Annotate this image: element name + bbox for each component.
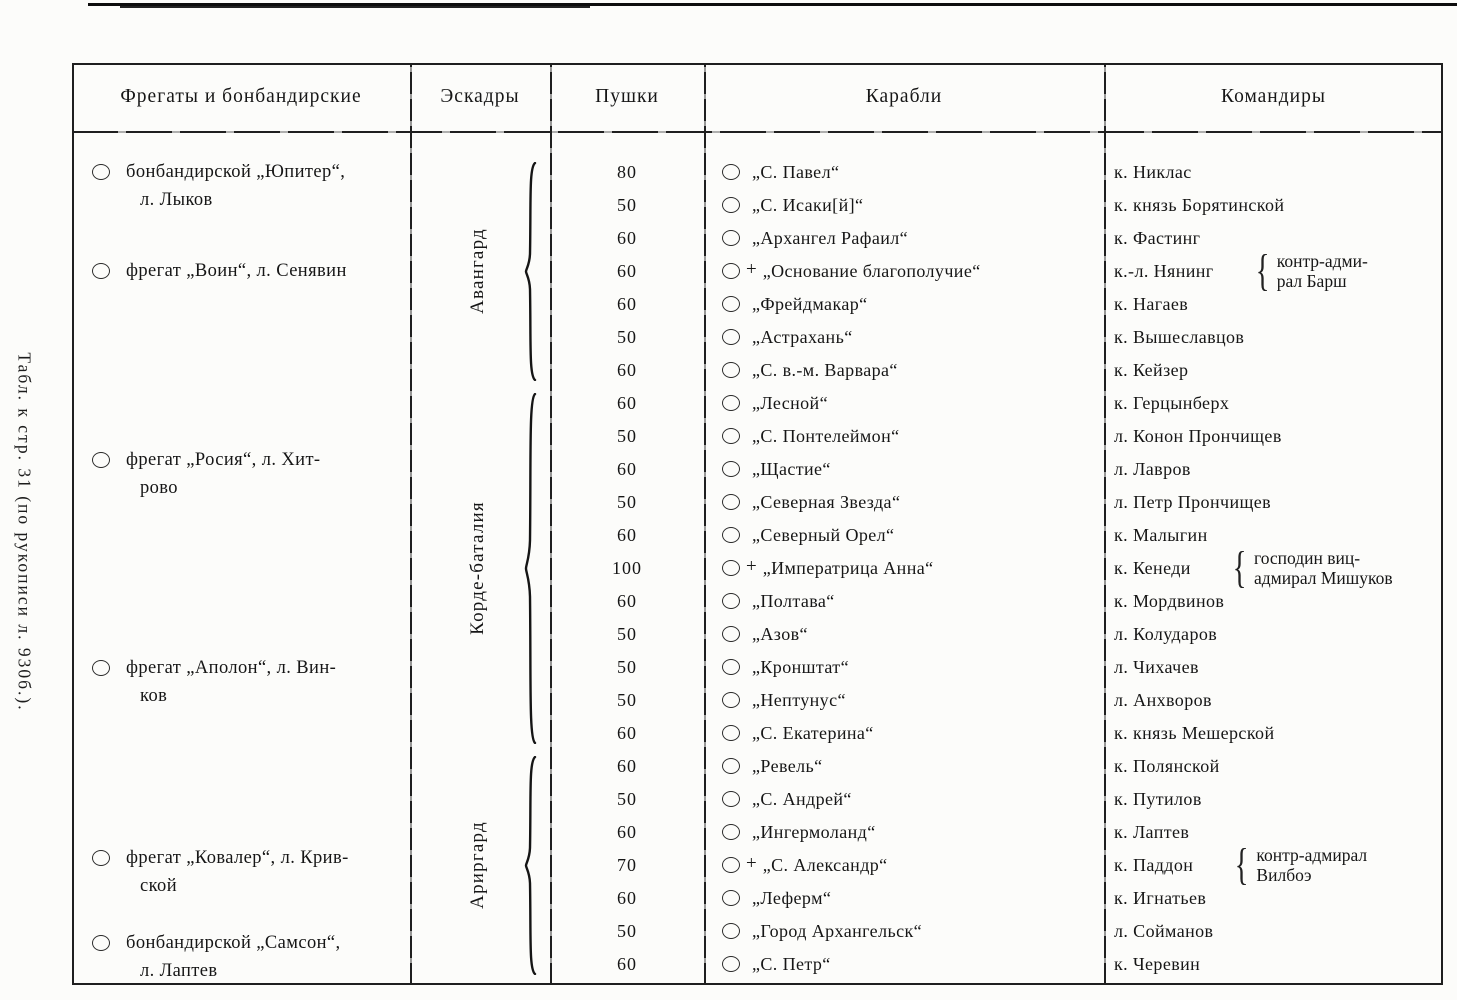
commander-name: к. Полянской: [1114, 755, 1220, 776]
frigate-circle-icon: [92, 660, 110, 676]
frigate-text-line: бонбандирской „Самсон“,: [126, 933, 341, 953]
ship-circle-icon: [722, 329, 740, 345]
commander-name: к.-л. Нянинг: [1114, 260, 1214, 281]
ship-circle-icon: [722, 626, 740, 642]
table-row: [72, 321, 1443, 354]
ship-circle-icon: [722, 461, 740, 477]
commander-cell: [1114, 684, 1443, 717]
guns-value: 50: [617, 689, 637, 710]
squadron-label: Авангард: [467, 228, 488, 314]
annotation-lines: [1256, 845, 1367, 885]
guns-value: 60: [617, 953, 637, 974]
ship-cell: [722, 717, 1104, 750]
frigate-text: [126, 158, 345, 214]
annotation-line: контр-адмирал: [1256, 845, 1368, 865]
frigate-circle-icon: [92, 935, 110, 951]
guns-value: 60: [617, 524, 637, 545]
guns-value: 50: [617, 920, 637, 941]
ship-name: „С. Александр“: [762, 854, 888, 875]
ship-name: „С. Андрей“: [752, 788, 852, 809]
frigate-circle-icon: [92, 164, 110, 180]
commander-annotation: { контр-адми- рал Барш: [1255, 246, 1368, 295]
ship-cell: [722, 915, 1104, 948]
table-row: [72, 387, 1443, 420]
commander-cell: [1114, 915, 1443, 948]
frigate-text-line: л. Лаптев: [140, 961, 218, 981]
ship-name: „Императрица Анна“: [762, 557, 934, 578]
commander-name: к. князь Мешерской: [1114, 722, 1275, 743]
ship-circle-icon: [722, 857, 740, 873]
ship-name: „Ревель“: [752, 755, 823, 776]
guns-value: 60: [617, 722, 637, 743]
ship-name: „С. Понтелеймон“: [752, 425, 900, 446]
commander-cell: [1114, 543, 1443, 592]
ship-cell: [722, 255, 1104, 288]
commander-name: к. Нагаев: [1114, 293, 1189, 314]
header-divider: [72, 131, 1443, 133]
table-row: [72, 288, 1443, 321]
commander-cell: [1114, 651, 1443, 684]
ship-circle-icon: [722, 296, 740, 312]
ship-cell: [722, 684, 1104, 717]
frigate-text-line: ков: [140, 686, 168, 706]
ship-circle-icon: [722, 659, 740, 675]
table-row: [72, 717, 1443, 750]
ship-cell: [722, 816, 1104, 849]
ship-name: „Лесной“: [752, 392, 828, 413]
annotation-lines: [1254, 548, 1393, 588]
frigate-text-line: рово: [140, 478, 178, 498]
ship-cell: [722, 585, 1104, 618]
ship-name: „С. в.-м. Варвара“: [752, 359, 898, 380]
guns-value: 60: [617, 887, 637, 908]
guns-value: 60: [617, 590, 637, 611]
ship-name: „Нептунус“: [752, 689, 846, 710]
guns-value: 60: [617, 260, 637, 281]
table-row: [72, 543, 1443, 592]
commander-name: к. Черевин: [1114, 953, 1201, 974]
ship-circle-icon: [722, 560, 740, 576]
commander-cell: [1114, 246, 1443, 295]
commander-cell: [1114, 288, 1443, 321]
guns-value: 60: [617, 293, 637, 314]
ship-name: „Город Архангельск“: [752, 920, 922, 941]
ship-circle-icon: [722, 725, 740, 741]
frigate-entry: [92, 158, 408, 214]
ship-cell: [722, 618, 1104, 651]
commander-cell: [1114, 840, 1443, 889]
commander-cell: [1114, 354, 1443, 387]
ship-cell: [722, 783, 1104, 816]
commander-cell: [1114, 618, 1443, 651]
commander-cell: [1114, 585, 1443, 618]
frigate-circle-icon: [92, 850, 110, 866]
frigate-entry: [92, 929, 408, 985]
guns-value: 60: [617, 392, 637, 413]
commander-cell: [1114, 750, 1443, 783]
frigate-text-line: фрегат „Аполон“, л. Вин-: [126, 658, 337, 678]
annotation-line: Вилбоэ: [1256, 865, 1312, 885]
commander-cell: [1114, 453, 1443, 486]
commander-name: л. Анхворов: [1114, 689, 1212, 710]
ship-cell: [722, 486, 1104, 519]
ship-cell: [722, 750, 1104, 783]
ship-name: „Архангел Рафаил“: [752, 227, 909, 248]
ship-cell: [722, 156, 1104, 189]
frigate-text: [126, 257, 347, 285]
ship-circle-icon: [722, 230, 740, 246]
guns-value: 50: [617, 194, 637, 215]
plus-mark: +: [746, 556, 757, 577]
commander-cell: [1114, 321, 1443, 354]
commander-name: к. Никлас: [1114, 161, 1192, 182]
commander-name: к. Путилов: [1114, 788, 1202, 809]
commander-cell: [1114, 156, 1443, 189]
guns-value: 60: [617, 227, 637, 248]
guns-value: 60: [617, 458, 637, 479]
commander-cell: [1114, 882, 1443, 915]
guns-value: 50: [617, 656, 637, 677]
ship-name: „Азов“: [752, 623, 808, 644]
commander-name: л. Петр Прончищев: [1114, 491, 1272, 512]
frigate-entry: [92, 446, 408, 502]
commander-cell: [1114, 189, 1443, 222]
commander-cell: [1114, 420, 1443, 453]
commander-name: к. Паддон: [1114, 854, 1194, 875]
commander-cell: [1114, 519, 1443, 552]
header-commanders: Командиры: [1221, 86, 1326, 107]
header-frigates: Фрегаты и бонбандирские: [120, 86, 362, 107]
ship-name: „Северная Звезда“: [752, 491, 901, 512]
squadron-brace-icon: [524, 393, 538, 744]
commander-cell: [1114, 486, 1443, 519]
guns-value: 50: [617, 788, 637, 809]
table-row: [72, 354, 1443, 387]
ship-cell: [722, 420, 1104, 453]
ship-circle-icon: [722, 956, 740, 972]
frigate-entry: [92, 844, 408, 900]
commander-name: к. Мордвинов: [1114, 590, 1225, 611]
ship-name: „Щастие“: [752, 458, 831, 479]
commander-name: к. Кенеди: [1114, 557, 1191, 578]
frigate-text-line: л. Лыков: [140, 190, 213, 210]
guns-value: 60: [617, 359, 637, 380]
plus-mark: +: [746, 259, 757, 280]
ship-circle-icon: [722, 494, 740, 510]
annotation-line: рал Барш: [1276, 271, 1347, 291]
table-row: [72, 618, 1443, 651]
ship-cell: [722, 189, 1104, 222]
squadron-label: Корде-баталия: [467, 501, 488, 635]
guns-value: 80: [617, 161, 637, 182]
ship-name: „С. Павел“: [752, 161, 840, 182]
guns-value: 50: [617, 425, 637, 446]
commander-name: к. Кейзер: [1114, 359, 1189, 380]
commander-name: к. Малыгин: [1114, 524, 1208, 545]
ship-circle-icon: [722, 428, 740, 444]
ship-name: „С. Петр“: [752, 953, 831, 974]
ship-name: „Ингермоланд“: [752, 821, 876, 842]
ship-circle-icon: [722, 923, 740, 939]
ship-name: „Основание благополучие“: [762, 260, 981, 281]
frigate-entry: [92, 654, 408, 710]
annotation-lines: [1277, 251, 1368, 291]
commander-name: к. князь Борятинской: [1114, 194, 1285, 215]
commander-cell: [1114, 717, 1443, 750]
guns-value: 100: [612, 557, 642, 578]
ship-cell: [722, 222, 1104, 255]
margin-caption: Табл. к стр. 31 (по рукописи л. 930б.).: [14, 352, 35, 712]
ship-cell: [722, 552, 1104, 585]
ship-name: „Фрейдмакар“: [752, 293, 868, 314]
guns-value: 50: [617, 491, 637, 512]
frigate-text-line: фрегат „Воин“, л. Сенявин: [126, 261, 347, 281]
ship-name: „Астрахань“: [752, 326, 853, 347]
commander-name: л. Колударов: [1114, 623, 1218, 644]
commander-annotation: { господин виц- адмирал Мишуков: [1232, 543, 1393, 592]
fleet-table: [72, 63, 1443, 985]
frigate-text: [126, 929, 341, 985]
ship-cell: [722, 354, 1104, 387]
ship-circle-icon: [722, 593, 740, 609]
ship-cell: [722, 387, 1104, 420]
guns-value: 70: [617, 854, 637, 875]
ship-circle-icon: [722, 890, 740, 906]
frigate-circle-icon: [92, 263, 110, 279]
ship-circle-icon: [722, 692, 740, 708]
annotation-line: господин виц-: [1253, 548, 1361, 568]
ship-name: „Леферм“: [752, 887, 832, 908]
frigate-text: [126, 844, 349, 900]
commander-name: к. Герцынберх: [1114, 392, 1230, 413]
commander-name: к. Вышеславцов: [1114, 326, 1245, 347]
table-row: [72, 783, 1443, 816]
frigate-text-line: фрегат „Росия“, л. Хит-: [126, 450, 321, 470]
guns-value: 50: [617, 623, 637, 644]
commander-name: л. Чихачев: [1114, 656, 1199, 677]
table-row: [72, 222, 1443, 255]
commander-annotation: { контр-адмирал Вилбоэ: [1234, 840, 1368, 889]
guns-value: 60: [617, 821, 637, 842]
header-guns: Пушки: [595, 86, 659, 107]
ship-cell: [722, 849, 1104, 882]
ship-circle-icon: [722, 527, 740, 543]
header-squadrons: Эскадры: [440, 86, 520, 107]
commander-cell: [1114, 948, 1443, 981]
ship-name: „С. Екатерина“: [752, 722, 874, 743]
ship-name: „Кронштат“: [752, 656, 849, 677]
commander-name: л. Сойманов: [1114, 920, 1214, 941]
scan-edge-line-segment: [120, 6, 590, 8]
frigate-text: [126, 654, 336, 710]
commander-cell: [1114, 387, 1443, 420]
guns-value: 60: [617, 755, 637, 776]
guns-value: 50: [617, 326, 637, 347]
ship-name: „Полтава“: [752, 590, 835, 611]
ship-cell: [722, 288, 1104, 321]
ship-cell: [722, 882, 1104, 915]
ship-name: „Северный Орел“: [752, 524, 895, 545]
commander-cell: [1114, 783, 1443, 816]
frigate-text-line: ской: [140, 876, 178, 896]
ship-name: „С. Исаки[й]“: [752, 194, 864, 215]
squadron-brace-icon: [524, 162, 538, 381]
ship-circle-icon: [722, 362, 740, 378]
header-ships: Карабли: [865, 86, 943, 107]
frigate-text-line: бонбандирской „Юпитер“,: [126, 162, 346, 182]
ship-cell: [722, 321, 1104, 354]
frigate-text-line: фрегат „Ковалер“, л. Крив-: [126, 848, 349, 868]
ship-circle-icon: [722, 197, 740, 213]
commander-name: л. Конон Прончищев: [1114, 425, 1282, 446]
annotation-line: адмирал Мишуков: [1253, 568, 1393, 588]
ship-circle-icon: [722, 263, 740, 279]
ship-cell: [722, 948, 1104, 981]
commander-name: л. Лавров: [1114, 458, 1191, 479]
commander-name: к. Фастинг: [1114, 227, 1201, 248]
ship-circle-icon: [722, 395, 740, 411]
ship-circle-icon: [722, 824, 740, 840]
ship-circle-icon: [722, 791, 740, 807]
plus-mark: +: [746, 853, 757, 874]
ship-circle-icon: [722, 758, 740, 774]
commander-name: к. Лаптев: [1114, 821, 1190, 842]
frigate-circle-icon: [92, 452, 110, 468]
frigate-entry: [92, 257, 408, 285]
ship-circle-icon: [722, 164, 740, 180]
squadron-label: Ариргард: [467, 821, 488, 909]
frigate-text: [126, 446, 321, 502]
ship-cell: [722, 453, 1104, 486]
commander-name: к. Игнатьев: [1114, 887, 1207, 908]
ship-cell: [722, 519, 1104, 552]
table-row: [72, 750, 1443, 783]
squadron-brace-icon: [524, 756, 538, 975]
commander-cell: [1114, 222, 1443, 255]
commander-cell: [1114, 816, 1443, 849]
ship-cell: [722, 651, 1104, 684]
annotation-line: контр-адми-: [1276, 251, 1368, 271]
table-row: [72, 585, 1443, 618]
